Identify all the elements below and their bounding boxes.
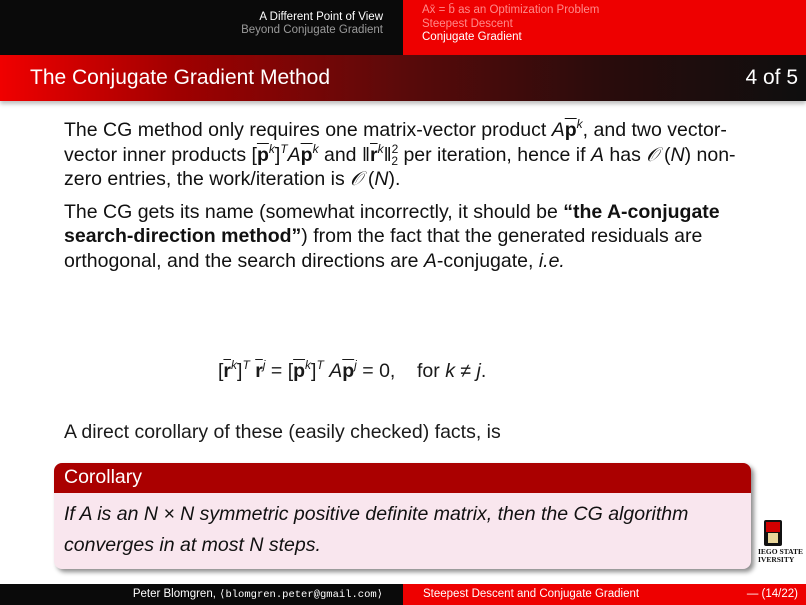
section-link-different-point-of-view[interactable]: A Different Point of View (259, 11, 383, 23)
slide-body (64, 118, 744, 281)
subsection-link-optimization[interactable]: Ax̄ = b̄ as an Optimization Problem (422, 4, 600, 16)
corollary-lead-text: A direct corollary of these (easily checked) facts, is (64, 421, 501, 443)
paragraph-work-per-iteration: The CG method only requires one matrix-vector product $A\overline{p}^k$, and two vector-vector inner products $[\overline{p}^k]^TA\overline{p}^k$ and $‖\overline{r}^k‖^2_2$ per iteration, hence if A has 𝒪 (N) non-zero entries, the work/iteration is 𝒪 (N). (64, 117, 736, 190)
author-name: Peter Blomgren, (132, 588, 220, 600)
crest-gold-field (768, 533, 778, 543)
talk-title: Steepest Descent and Conjugate Gradient (423, 588, 640, 600)
frame-title: The Conjugate Gradient Method (30, 66, 331, 89)
frame-title-bar (0, 55, 806, 101)
section-link-beyond-cg[interactable]: Beyond Conjugate Gradient (241, 24, 383, 36)
corollary-title: Corollary (54, 463, 751, 493)
subsection-nav (403, 0, 806, 55)
crest-red-field (766, 522, 780, 532)
university-logo (758, 518, 806, 568)
page-number: — (14/22) (746, 588, 798, 600)
frame-counter: 4 of 5 (745, 66, 798, 89)
logo-text: IEGO STATE IVERSITY (758, 547, 803, 564)
navigation-bar (0, 0, 806, 55)
footer-talk (403, 584, 806, 605)
subsection-link-conjugate-gradient[interactable]: Conjugate Gradient (422, 31, 522, 43)
corollary-text: If A is an N × N symmetric positive definite matrix, then the CG algorithm converges in at most N steps. (64, 503, 689, 556)
subsection-link-steepest-descent[interactable]: Steepest Descent (422, 17, 513, 30)
author-email: ⟨blomgren.peter@gmail.com⟩ (219, 589, 383, 601)
paragraph-name-origin: The CG gets its name (somewhat incorrectly, it should be “the A-conjugate search-direction method”) from the fact that the generated residuals are orthogonal, and the search directions are A-conjugate, i.e. (64, 200, 720, 272)
orthogonality-equation: $[\overline{r}^k]^T$ $\overline{r}^j = [\overline{p}^k]^T$ $A\overline{p}^j = 0$, for k ≠ j. (218, 358, 487, 382)
corollary-block (54, 463, 751, 569)
footer-bar (0, 584, 806, 605)
footer-author (0, 584, 403, 605)
section-nav (0, 0, 403, 55)
